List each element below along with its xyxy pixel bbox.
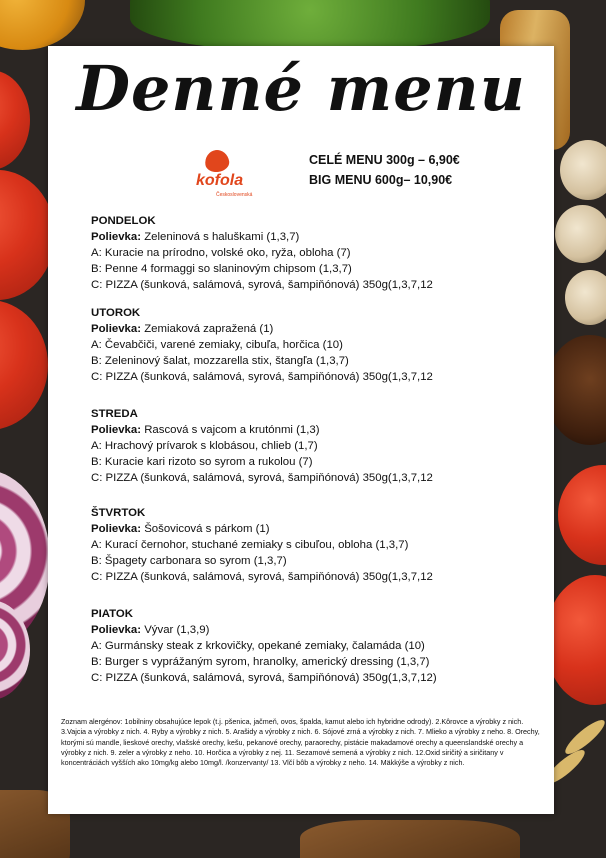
menu-item-c: C: PIZZA (šunková, salámová, syrová, šampiňónová) 350g(1,3,7,12 bbox=[91, 472, 433, 484]
menu-item-c: C: PIZZA (šunková, salámová, syrová, šampiňónová) 350g(1,3,7,12 bbox=[91, 571, 433, 583]
day-name: UTOROK bbox=[91, 307, 141, 319]
soup-line bbox=[91, 229, 433, 245]
logo-subtitle: Československá bbox=[216, 192, 253, 198]
menu-item-a: A: Gurmánsky steak z krkovičky, opekané zemiaky, čalamáda (10) bbox=[91, 640, 425, 652]
day-tuesday bbox=[91, 305, 433, 385]
menu-item-b: B: Penne 4 formaggi so slaninovým chipsom (1,3,7) bbox=[91, 263, 352, 275]
day-name: STREDA bbox=[91, 408, 138, 420]
tomato-image bbox=[558, 465, 606, 565]
soup-line bbox=[91, 321, 433, 337]
menu-card bbox=[48, 46, 554, 814]
peppercorn-bowl-image bbox=[545, 335, 606, 445]
menu-item-a: A: Kuracie na prírodno, volské oko, ryža, obloha (7) bbox=[91, 247, 351, 259]
day-name: PONDELOK bbox=[91, 215, 156, 227]
day-name: PIATOK bbox=[91, 608, 133, 620]
soup-text: Zeleninová s haluškami (1,3,7) bbox=[144, 231, 300, 243]
menu-item-b: B: Zeleninový šalat, mozzarella stix, štangľa (1,3,7) bbox=[91, 355, 349, 367]
tomato-image bbox=[0, 70, 30, 170]
menu-item-c: C: PIZZA (šunková, salámová, syrová, šampiňónová) 350g(1,3,7,12 bbox=[91, 371, 433, 383]
menu-item-a: A: Kurací černohor, stuchané zemiaky s cibuľou, obloha (1,3,7) bbox=[91, 539, 409, 551]
tomato-image bbox=[545, 575, 606, 705]
day-monday bbox=[91, 213, 433, 293]
egg-image bbox=[555, 205, 606, 263]
menu-title: Denné menu bbox=[76, 52, 526, 125]
soup-text: Rascová s vajcom a krutónmi (1,3) bbox=[144, 424, 320, 436]
soup-label: Polievka: bbox=[91, 323, 142, 335]
soup-line bbox=[91, 521, 433, 537]
kofola-logo bbox=[196, 150, 256, 206]
soup-label: Polievka: bbox=[91, 231, 142, 243]
soup-label: Polievka: bbox=[91, 424, 142, 436]
egg-image bbox=[560, 140, 606, 200]
soup-text: Šošovicová s párkom (1) bbox=[144, 523, 270, 535]
day-friday bbox=[91, 606, 437, 686]
menu-item-b: B: Kuracie kari rizoto so syrom a rukolou (7) bbox=[91, 456, 313, 468]
menu-item-b: B: Burger s vyprážaným syrom, hranolky, americký dressing (1,3,7) bbox=[91, 656, 430, 668]
day-thursday bbox=[91, 505, 433, 585]
menu-item-a: A: Čevabčiči, varené zemiaky, cibuľa, horčica (10) bbox=[91, 339, 343, 351]
day-wednesday bbox=[91, 406, 433, 486]
menu-item-b: B: Špagety carbonara so syrom (1,3,7) bbox=[91, 555, 287, 567]
soup-label: Polievka: bbox=[91, 624, 142, 636]
menu-item-c: C: PIZZA (šunková, salámová, syrová, šampiňónová) 350g(1,3,7,12 bbox=[91, 279, 433, 291]
soup-line bbox=[91, 422, 433, 438]
herbs-image bbox=[130, 0, 490, 50]
menu-item-c: C: PIZZA (šunková, salámová, syrová, šampiňónová) 350g(1,3,7,12) bbox=[91, 672, 437, 684]
soup-line bbox=[91, 622, 437, 638]
bread-image bbox=[300, 820, 520, 858]
price-full-menu: CELÉ MENU 300g – 6,90€ bbox=[309, 153, 460, 167]
allergen-list: Zoznam alergénov: 1obilniny obsahujúce lepok (t.j. pšenica, jačmeň, ovos, špalda, kamut alebo ich hybridne odrody). 2.Kôrovce a výrobky z nich. 3.Vajcia a výrobky z nich. 4. Ryby a výrobky z nich. 5. Arašidy a výrobky z nich. 6. Sójové zrná a výrobky z nich. 7. Mlieko a výrobky z neho. 8. Orechy, ktorými sú mandle, lieskové orechy, vlašské orechy, kešu, pekanové orechy, paraorechy, pistácie makadamové orechy a queenslandské orechy a výrobky z nich. 9. zeler a výrobky z neho. 10. Horčica a výrobky z nej. 11. Sezamové semená a výrobky z nich. 12.Oxid siričitý a siričitany v koncentráciách vyšších ako 10mg/kg alebo 10mg/l. /konzervanty/ 13. Vlčí bôb a výrobky z neho. 14. Mäkkýše a výrobky z nich. bbox=[61, 717, 540, 768]
soup-text: Vývar (1,3,9) bbox=[144, 624, 210, 636]
menu-item-a: A: Hrachový prívarok s klobásou, chlieb (1,7) bbox=[91, 440, 318, 452]
day-name: ŠTVRTOK bbox=[91, 507, 146, 519]
price-list bbox=[309, 150, 460, 190]
price-big-menu: BIG MENU 600g– 10,90€ bbox=[309, 173, 453, 187]
kofola-heart-icon bbox=[204, 148, 231, 173]
tomato-image bbox=[0, 300, 48, 430]
soup-text: Zemiaková zapražená (1) bbox=[144, 323, 274, 335]
logo-brand: kofola bbox=[196, 172, 244, 189]
egg-image bbox=[565, 270, 606, 325]
soup-label: Polievka: bbox=[91, 523, 142, 535]
tomato-image bbox=[0, 170, 55, 300]
spice-bowl-image bbox=[0, 0, 85, 50]
